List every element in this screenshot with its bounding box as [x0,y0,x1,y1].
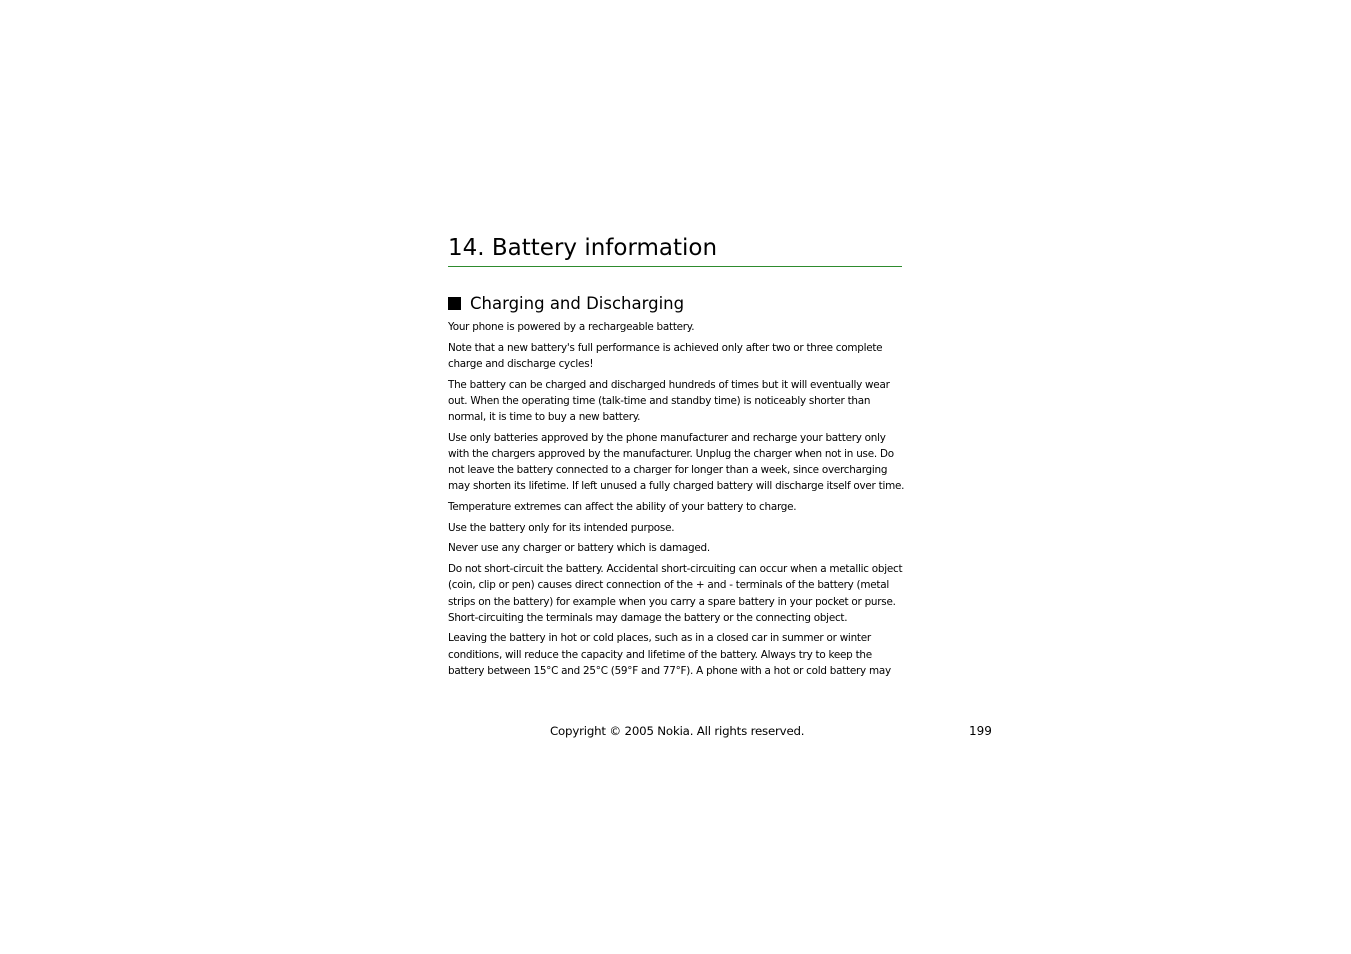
body-text [448,319,906,684]
paragraph: Temperature extremes can affect the ability of your battery to charge. [448,501,797,514]
paragraph: Never use any charger or battery which is damaged. [448,542,710,555]
section-heading-text: Charging and Discharging [470,294,685,313]
paragraph: The battery can be charged and discharged hundreds of times but it will eventually wear out. When the operating time (talk-time and standby time) is noticeably shorter than normal, it is time to buy a new battery. [448,378,890,424]
paragraph: Use only batteries approved by the phone manufacturer and recharge your battery only with the chargers approved by the manufacturer. Unplug the charger when not in use. Do not leave the battery connected to a charger for longer than a week, since overcharging may shorten its lifetime. If left unused a fully charged battery will discharge itself over time. [448,431,905,493]
paragraph: Your phone is powered by a rechargeable battery. [448,321,695,333]
filled-square-icon [448,297,461,310]
page-number: 199 [969,724,992,738]
section-heading [448,292,684,316]
paragraph: Use the battery only for its intended purpose. [448,521,675,534]
paragraph: Leaving the battery in hot or cold places, such as in a closed car in summer or winter conditions, will reduce the capacity and lifetime of the battery. Always try to keep the battery between 15°C and 25°C (59°F and 77°F). A phone with a hot or cold battery may [448,632,891,677]
paragraph: Note that a new battery's full performance is achieved only after two or three complete charge and discharge cycles! [448,341,883,370]
chapter-title-underline [448,266,902,267]
paragraph: Do not short-circuit the battery. Accidental short-circuiting can occur when a metallic object (coin, clip or pen) causes direct connection of the + and - terminals of the battery (metal strips on the battery) for example when you carry a spare battery in your pocket or purse. Short-circuiting the terminals may damage the battery or the connecting object. [448,563,903,624]
footer-copyright: Copyright © 2005 Nokia. All rights reserved. [550,724,805,738]
chapter-title: 14. Battery information [448,235,718,261]
